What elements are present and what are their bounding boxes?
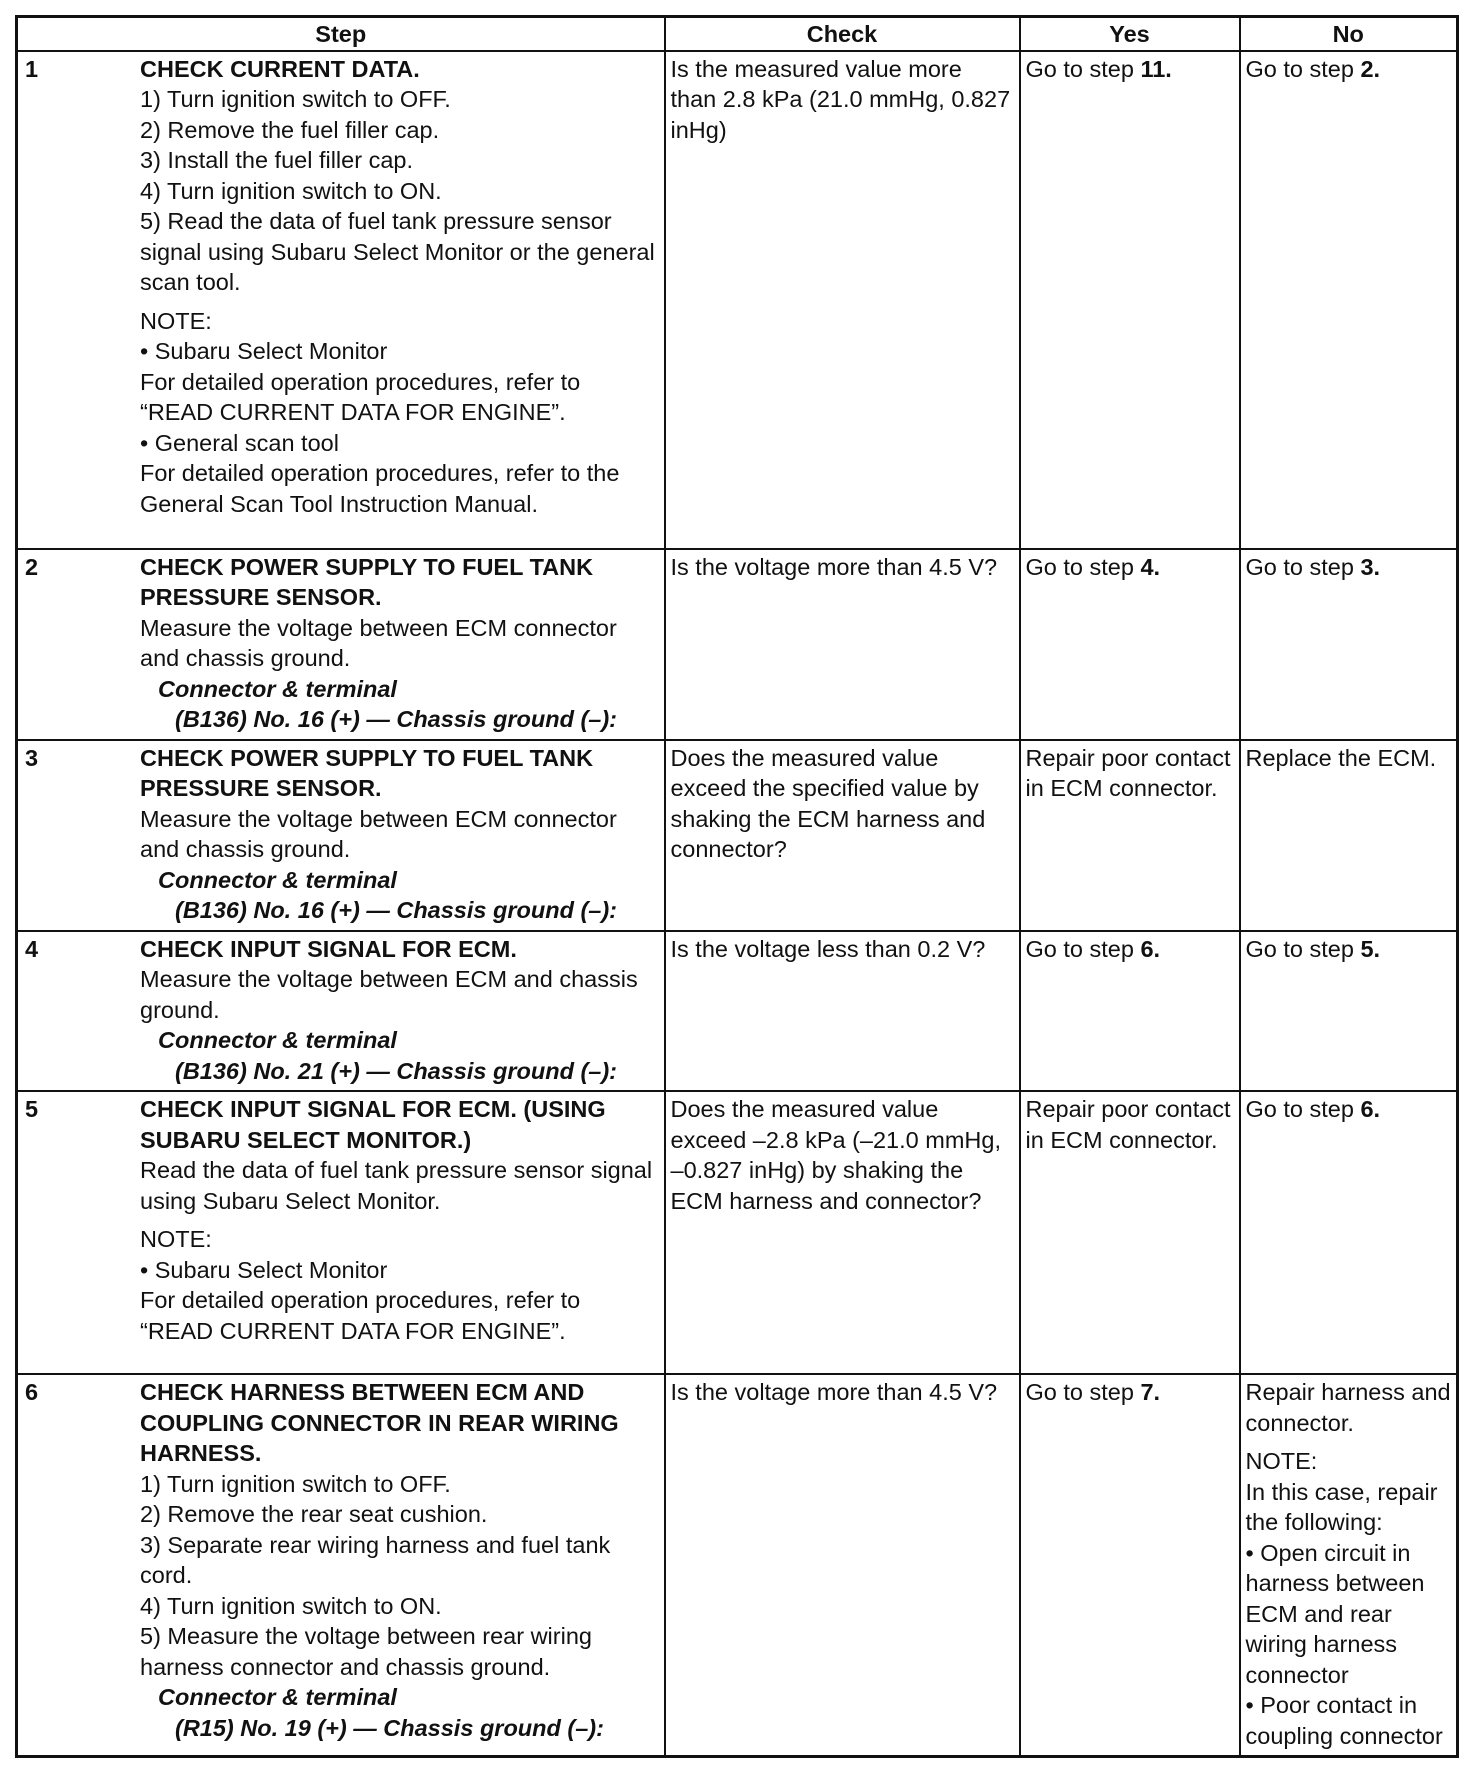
step-number: 1 xyxy=(25,55,39,82)
no-cell: Replace the ECM. xyxy=(1240,740,1458,931)
connector-terminal-value: (B136) No. 16 (+) — Chassis ground (–): xyxy=(175,897,618,923)
no-step: 5. xyxy=(1360,935,1381,962)
note-label: NOTE: xyxy=(140,307,212,334)
yes-cell xyxy=(1020,549,1240,740)
note-line: For detailed operation procedures, refer to the General Scan Tool Instruction Manual. xyxy=(140,460,620,517)
no-text: Go to step xyxy=(1245,1096,1361,1122)
connector-terminal-heading: Connector & terminal xyxy=(158,1684,397,1710)
header-row xyxy=(17,17,1458,51)
check-cell: Is the measured value more than 2.8 kPa (21.0 mmHg, 0.827 inHg) xyxy=(665,51,1020,549)
table-row xyxy=(17,1091,1458,1374)
table-row xyxy=(17,51,1458,549)
step-cell xyxy=(17,51,665,549)
no-step: 6. xyxy=(1360,1096,1381,1122)
yes-step: 6. xyxy=(1140,935,1161,962)
note-line: In this case, repair the following: xyxy=(1245,1478,1438,1535)
step-title: CHECK INPUT SIGNAL FOR ECM. (USING SUBARU SELECT MONITOR.) xyxy=(140,1096,606,1153)
step-cell xyxy=(17,549,665,740)
no-step: 3. xyxy=(1360,553,1381,580)
step-line: 5) Read the data of fuel tank pressure sensor signal using Subaru Select Monitor or the general scan tool. xyxy=(140,208,655,295)
table-row xyxy=(17,1374,1458,1757)
step-title: CHECK CURRENT DATA. xyxy=(140,55,420,82)
note-label: NOTE: xyxy=(140,1226,212,1252)
no-cell xyxy=(1240,1374,1458,1757)
check-cell: Is the voltage more than 4.5 V? xyxy=(665,1374,1020,1757)
yes-cell xyxy=(1020,51,1240,549)
no-cell xyxy=(1240,931,1458,1092)
step-number: 6 xyxy=(25,1379,39,1405)
step-number: 3 xyxy=(25,744,39,771)
yes-step: 7. xyxy=(1140,1379,1161,1405)
note-line: • Subaru Select Monitor xyxy=(140,338,388,364)
table-row xyxy=(17,931,1458,1092)
connector-terminal-heading: Connector & terminal xyxy=(158,1027,397,1053)
yes-cell: Repair poor contact in ECM connector. xyxy=(1020,1091,1240,1374)
step-line: 1) Turn ignition switch to OFF. xyxy=(140,86,451,112)
note-line: For detailed operation procedures, refer to “READ CURRENT DATA FOR ENGINE”. xyxy=(140,368,581,425)
step-number: 2 xyxy=(25,553,39,580)
step-cell xyxy=(17,1374,665,1757)
no-action: Repair harness and connector. xyxy=(1245,1379,1451,1436)
yes-text: Go to step xyxy=(1025,55,1141,82)
table-row xyxy=(17,549,1458,740)
check-cell: Is the voltage less than 0.2 V? xyxy=(665,931,1020,1092)
yes-text: Go to step xyxy=(1025,553,1141,580)
step-cell xyxy=(17,740,665,931)
connector-terminal-heading: Connector & terminal xyxy=(158,866,397,893)
connector-terminal-value: (B136) No. 21 (+) — Chassis ground (–): xyxy=(175,1057,618,1084)
step-line: 2) Remove the rear seat cushion. xyxy=(140,1501,488,1527)
note-line: • Open circuit in harness between ECM and rear wiring harness connector xyxy=(1245,1539,1425,1688)
step-line: Read the data of fuel tank pressure sensor signal using Subaru Select Monitor. xyxy=(140,1157,653,1214)
table-row xyxy=(17,740,1458,931)
yes-text: Go to step xyxy=(1025,1379,1141,1405)
header-step: Step xyxy=(17,17,665,51)
yes-step: 11. xyxy=(1140,55,1172,82)
step-line: 2) Remove the fuel filler cap. xyxy=(140,116,440,143)
header-check: Check xyxy=(665,17,1020,51)
step-line: Measure the voltage between ECM connector and chassis ground. xyxy=(140,614,617,671)
step-title: CHECK INPUT SIGNAL FOR ECM. xyxy=(140,935,517,962)
step-line: 3) Install the fuel filler cap. xyxy=(140,147,413,173)
check-cell: Does the measured value exceed the specified value by shaking the ECM harness and connector? xyxy=(665,740,1020,931)
yes-cell xyxy=(1020,1374,1240,1757)
step-line: Measure the voltage between ECM and chassis ground. xyxy=(140,966,638,1023)
step-line: 5) Measure the voltage between rear wiring harness connector and chassis ground. xyxy=(140,1623,592,1680)
header-no: No xyxy=(1240,17,1458,51)
check-cell: Does the measured value exceed –2.8 kPa (–21.0 mmHg, –0.827 inHg) by shaking the ECM harness and connector? xyxy=(665,1091,1020,1374)
connector-terminal-value: (R15) No. 19 (+) — Chassis ground (–): xyxy=(175,1714,604,1741)
no-text: Go to step xyxy=(1245,553,1361,580)
note-line: • Poor contact in coupling connector xyxy=(1245,1692,1443,1749)
yes-step: 4. xyxy=(1140,553,1161,580)
step-title: CHECK POWER SUPPLY TO FUEL TANK PRESSURE SENSOR. xyxy=(140,553,594,610)
yes-cell: Repair poor contact in ECM connector. xyxy=(1020,740,1240,931)
step-title: CHECK POWER SUPPLY TO FUEL TANK PRESSURE SENSOR. xyxy=(140,744,594,801)
no-text: Go to step xyxy=(1245,55,1361,82)
no-cell xyxy=(1240,549,1458,740)
header-yes: Yes xyxy=(1020,17,1240,51)
step-line: Measure the voltage between ECM connector and chassis ground. xyxy=(140,805,617,862)
no-text: Go to step xyxy=(1245,935,1361,962)
no-cell xyxy=(1240,51,1458,549)
note-line: • Subaru Select Monitor xyxy=(140,1256,388,1283)
no-step: 2. xyxy=(1360,55,1381,82)
diagnostic-table xyxy=(15,15,1459,1758)
step-number: 5 xyxy=(25,1096,39,1122)
step-cell xyxy=(17,1091,665,1374)
step-number: 4 xyxy=(25,935,39,962)
step-line: 4) Turn ignition switch to ON. xyxy=(140,177,442,204)
connector-terminal-heading: Connector & terminal xyxy=(158,675,397,702)
connector-terminal-value: (B136) No. 16 (+) — Chassis ground (–): xyxy=(175,706,618,732)
step-line: 3) Separate rear wiring harness and fuel tank cord. xyxy=(140,1531,611,1588)
check-cell: Is the voltage more than 4.5 V? xyxy=(665,549,1020,740)
yes-text: Go to step xyxy=(1025,935,1141,962)
step-line: 1) Turn ignition switch to OFF. xyxy=(140,1470,451,1497)
no-cell xyxy=(1240,1091,1458,1374)
step-cell xyxy=(17,931,665,1092)
note-line: • General scan tool xyxy=(140,429,339,456)
step-line: 4) Turn ignition switch to ON. xyxy=(140,1592,442,1619)
yes-cell xyxy=(1020,931,1240,1092)
step-title: CHECK HARNESS BETWEEN ECM AND COUPLING CONNECTOR IN REAR WIRING HARNESS. xyxy=(140,1379,619,1466)
note-line: For detailed operation procedures, refer to “READ CURRENT DATA FOR ENGINE”. xyxy=(140,1287,581,1344)
note-label: NOTE: xyxy=(1245,1448,1318,1474)
